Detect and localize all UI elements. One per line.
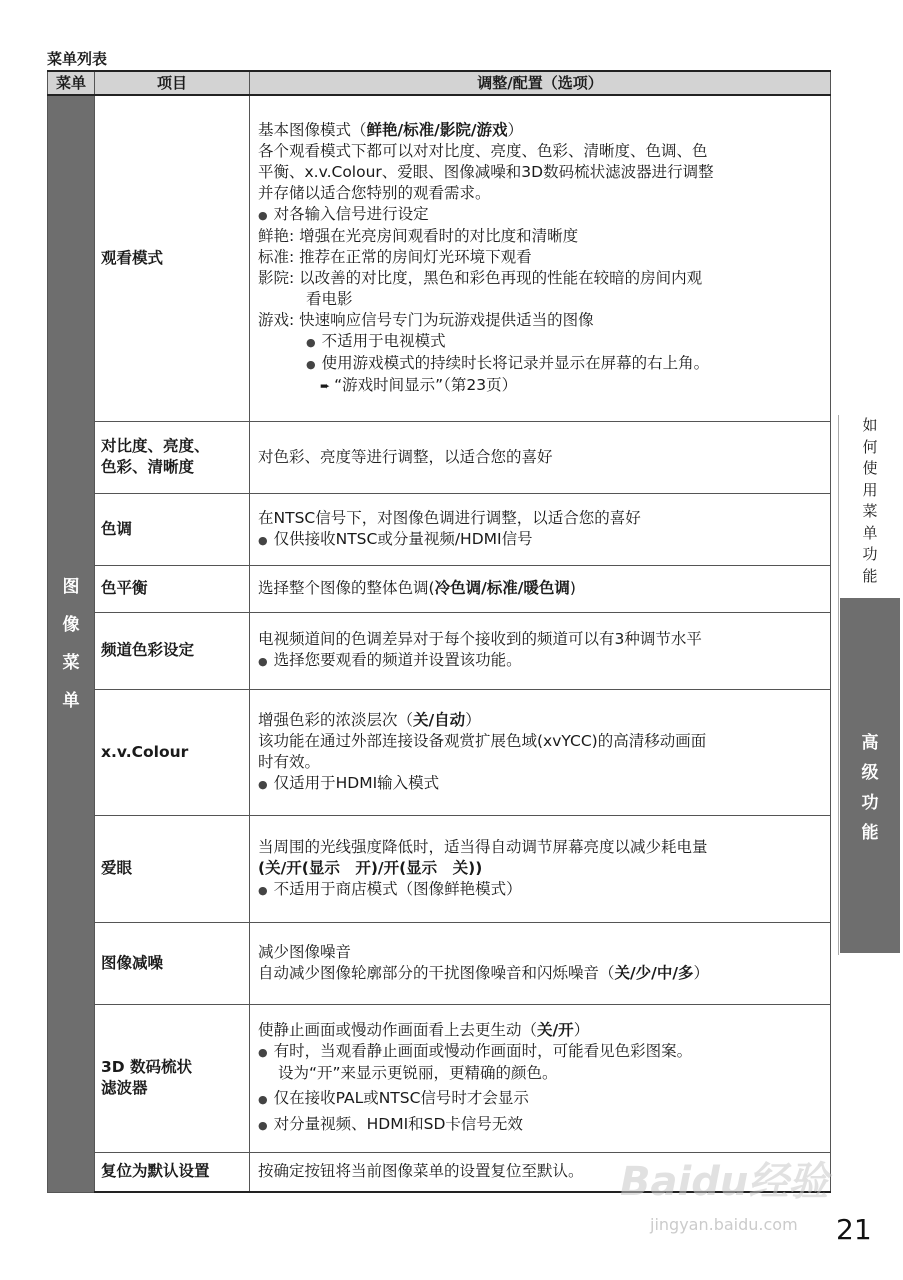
desc-line: 影院: 以改善的对比度，黑色和彩色再现的性能在较暗的房间内观 bbox=[258, 268, 703, 287]
side-tab-char: 使 bbox=[862, 459, 878, 477]
item-description: 使静止画面或慢动作画面看上去更生动（关/开） ● 有时，当观看静止画面或慢动作画面时，可能看见色彩图案。 设为“开”来显示更锐丽，更精确的颜色。 ● 仅在接收PAL或NTSC信号时才会显示 ● 对分量视频、HDMI和SD卡信号无效 bbox=[250, 1004, 831, 1152]
menu-table bbox=[47, 70, 831, 1193]
side-tab-char: 级 bbox=[861, 763, 879, 783]
side-tab-char: 如 bbox=[862, 416, 878, 434]
desc-line: 减少图像噪音 bbox=[258, 943, 352, 961]
header-setting: 调整/配置（选项） bbox=[250, 71, 831, 95]
category-char: 单 bbox=[62, 690, 80, 711]
options-text: 鲜艳/标准/影院/游戏 bbox=[366, 120, 508, 139]
row-channel-color bbox=[48, 612, 831, 689]
category-char: 像 bbox=[62, 614, 80, 635]
category-cell bbox=[48, 95, 95, 1192]
bullet-line: ● 不适用于电视模式 bbox=[258, 331, 822, 353]
desc-line: 该功能在通过外部连接设备观赏扩展色域(xvYCC)的高清移动画面 bbox=[258, 731, 707, 750]
bullet-line: ● 对各输入信号进行设定 bbox=[258, 204, 822, 226]
row-color-balance bbox=[48, 565, 831, 612]
options-text: (关/开(显示 开)/开(显示 关)) bbox=[258, 858, 483, 877]
page-number: 21 bbox=[836, 1213, 872, 1246]
item-label: 3D 数码梳状 滤波器 bbox=[95, 1004, 250, 1152]
desc-line: 各个观看模式下都可以对对比度、亮度、色彩、清晰度、色调、色 bbox=[258, 141, 708, 160]
item-label: x.v.Colour bbox=[95, 689, 250, 815]
item-description bbox=[250, 612, 831, 689]
row-viewing-mode bbox=[48, 95, 831, 421]
options-text: 关/开 bbox=[537, 1021, 574, 1039]
item-description: 按确定按钮将当前图像菜单的设置复位至默认。 bbox=[250, 1152, 831, 1192]
row-tint bbox=[48, 493, 831, 565]
item-description bbox=[250, 95, 831, 421]
item-label: 图像减噪 bbox=[95, 922, 250, 1004]
item-label: 复位为默认设置 bbox=[95, 1152, 250, 1192]
header-menu: 菜单 bbox=[48, 71, 95, 95]
side-tab-char: 用 bbox=[862, 480, 878, 499]
item-description: 对色彩、亮度等进行调整，以适合您的喜好 bbox=[250, 421, 831, 493]
page-reference: “游戏时间显示”（第23页） bbox=[334, 375, 518, 394]
desc-line: 设为“开”来显示更锐丽，更精确的颜色。 bbox=[278, 1064, 558, 1082]
item-label: 爱眼 bbox=[95, 815, 250, 922]
desc-text: 基本图像模式（ bbox=[258, 120, 367, 139]
item-description bbox=[250, 493, 831, 565]
side-tab-char: 功 bbox=[862, 545, 878, 563]
item-description bbox=[250, 815, 831, 922]
options-text: 关/自动 bbox=[413, 710, 466, 729]
bullet-line: ● 仅在接收PAL或NTSC信号时才会显示 bbox=[258, 1088, 822, 1110]
table-header-row bbox=[48, 71, 831, 95]
category-char: 图 bbox=[62, 576, 80, 597]
side-tab-advanced bbox=[840, 598, 900, 953]
row-xvcolour bbox=[48, 689, 831, 815]
item-label: 对比度、亮度、 色彩、清晰度 bbox=[95, 421, 250, 493]
side-tab-char: 功 bbox=[861, 793, 879, 813]
bullet-line: ● 选择您要观看的频道并设置该功能。 bbox=[258, 650, 822, 672]
item-label: 观看模式 bbox=[95, 95, 250, 421]
desc-line: 标准: 推荐在正常的房间灯光环境下观看 bbox=[258, 247, 532, 266]
side-divider bbox=[838, 415, 839, 955]
desc-text: ） bbox=[507, 120, 524, 139]
desc-line: 当周围的光线强度降低时，适当得自动调节屏幕亮度以减少耗电量 bbox=[258, 837, 708, 856]
item-description: 选择整个图像的整体色调(冷色调/标准/暖色调) bbox=[250, 565, 831, 612]
desc-line: 看电影 bbox=[306, 289, 353, 308]
side-tab-char: 何 bbox=[862, 437, 878, 456]
bullet-line: ● 对分量视频、HDMI和SD卡信号无效 bbox=[258, 1114, 822, 1136]
row-contrast bbox=[48, 421, 831, 493]
desc-line: 电视频道间的色调差异对于每个接收到的频道可以有3种调节水平 bbox=[258, 630, 702, 648]
item-description: 减少图像噪音 自动减少图像轮廓部分的干扰图像噪音和闪烁噪音（关/少/中/多） bbox=[250, 922, 831, 1004]
bullet-line: ● 有时，当观看静止画面或慢动作画面时，可能看见色彩图案。 bbox=[258, 1041, 822, 1063]
desc-line: 并存储以适合您特别的观看需求。 bbox=[258, 183, 491, 202]
desc-line: 鲜艳: 增强在光亮房间观看时的对比度和清晰度 bbox=[258, 226, 579, 245]
watermark-url: jingyan.baidu.com bbox=[650, 1215, 798, 1234]
category-char: 菜 bbox=[62, 652, 80, 673]
watermark-logo: Baidu经验 bbox=[620, 1159, 829, 1205]
row-noise-reduction bbox=[48, 922, 831, 1004]
item-label: 色平衡 bbox=[95, 565, 250, 612]
desc-line: 时有效。 bbox=[258, 752, 321, 771]
side-tab-char: 高 bbox=[861, 733, 879, 753]
options-text: 冷色调/标准/暖色调 bbox=[434, 579, 570, 597]
row-eco bbox=[48, 815, 831, 922]
bullet-line: ● 仅供接收NTSC或分量视频/HDMI信号 bbox=[258, 529, 822, 551]
desc-line: 游戏: 快速响应信号专门为玩游戏提供适当的图像 bbox=[258, 310, 594, 329]
item-description: 增强色彩的浓淡层次（关/自动） 该功能在通过外部连接设备观赏扩展色域(xvYCC)的高清移动画面 时有效。 ● 仅适用于HDMI输入模式 bbox=[250, 689, 831, 815]
side-tab-char: 能 bbox=[861, 823, 879, 843]
options-text: 关/少/中/多 bbox=[614, 964, 694, 982]
row-3d-comb-filter bbox=[48, 1004, 831, 1152]
bullet-line: ● 不适用于商店模式（图像鲜艳模式） bbox=[258, 879, 822, 901]
side-tab-char: 能 bbox=[862, 566, 878, 585]
bullet-line: ● 使用游戏模式的持续时长将记录并显示在屏幕的右上角。 bbox=[258, 353, 822, 375]
side-tab-char: 菜 bbox=[862, 502, 878, 520]
side-tab-char: 单 bbox=[862, 523, 878, 542]
bullet-line: ● 仅适用于HDMI输入模式 bbox=[258, 773, 822, 795]
header-item: 项目 bbox=[95, 71, 250, 95]
arrow-right-icon: ➨ bbox=[320, 378, 331, 393]
desc-line: 平衡、x.v.Colour、爱眼、图像减噪和3D数码梳状滤波器进行调整 bbox=[258, 162, 714, 181]
side-tab-how-to-use bbox=[840, 415, 900, 595]
item-label: 频道色彩设定 bbox=[95, 612, 250, 689]
desc-line: 在NTSC信号下，对图像色调进行调整，以适合您的喜好 bbox=[258, 508, 641, 527]
section-title: 菜单列表 bbox=[47, 50, 108, 68]
item-label: 色调 bbox=[95, 493, 250, 565]
